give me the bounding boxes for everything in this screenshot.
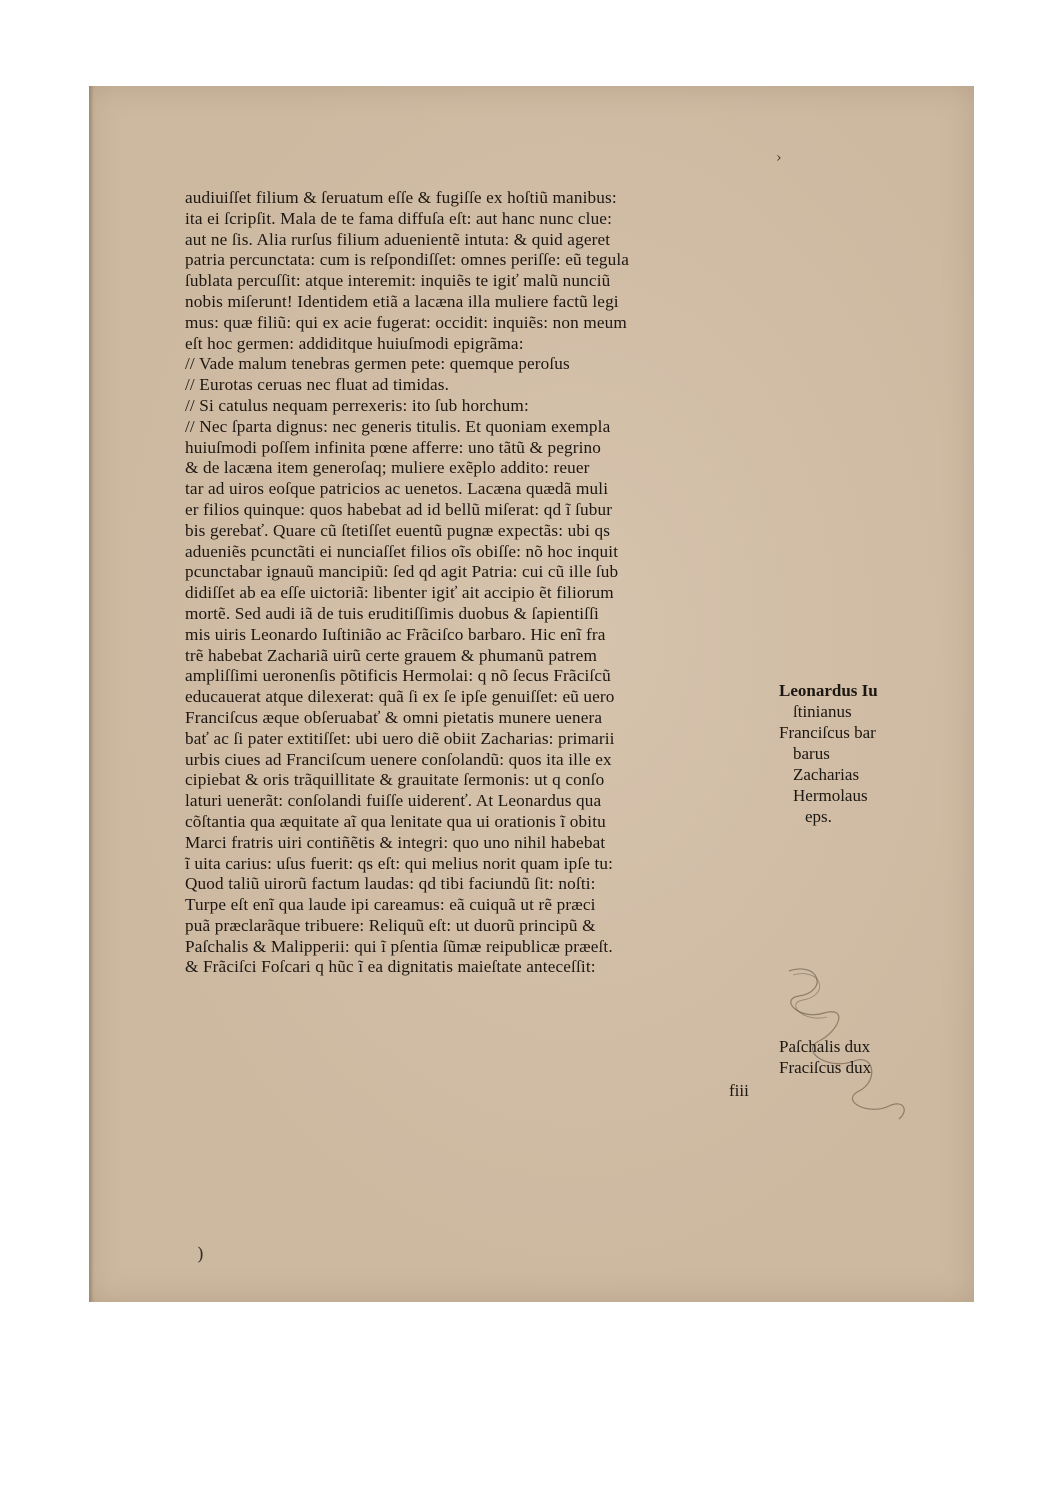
text-line: eſt hoc germen: addiditque huiuſmodi epigrãma: xyxy=(185,333,524,353)
text-line: educauerat atque dilexerat: quã ſi ex ſe ipſe genuiſſet: eũ uero xyxy=(185,687,615,707)
manuscript-page xyxy=(89,86,974,1302)
bottom-mark: ) xyxy=(197,1244,205,1265)
margin-note: eps. xyxy=(805,807,832,826)
text-line: & de lacæna item generoſaq; muliere exẽplo addito: reuer xyxy=(185,458,590,478)
text-line: laturi uenerãt: conſolandi fuiſſe uiderenť. At Leonardus qua xyxy=(185,791,602,811)
text-line: huiuſmodi poſſem infinita pœne afferre: uno tãtũ & pegrino xyxy=(185,437,602,457)
margin-note: ſtinianus xyxy=(793,702,852,721)
text-line: nobis miſerunt! Identidem etiã a lacæna illa muliere factũ legi xyxy=(185,291,619,311)
margin-note: Zacharias xyxy=(793,765,860,784)
text-line: // Si catulus nequam perrexeris: ito ſub horchum: xyxy=(185,395,529,415)
text-line: Quod taliũ uirorũ factum laudas: qd tibi faciundũ ſit: noſti: xyxy=(185,874,596,894)
text-line: bis gerebať. Quare cũ ſtetiſſet euentũ pugnæ expectãs: ubi qs xyxy=(185,520,611,540)
signature-mark: fiii xyxy=(729,1081,749,1100)
text-line: cõſtantia qua æquitate aĩ qua lenitate qua ui orationis ĩ obitu xyxy=(185,811,606,831)
text-line: Marci fratris uiri contiñẽtis & integri: quo uno nihil habebat xyxy=(185,832,606,852)
text-line: ſublata percuſſit: atque interemit: inquiẽs te igiť malũ nunciũ xyxy=(185,271,611,291)
margin-note: Hermolaus xyxy=(793,786,868,805)
text-line: ampliſſimi ueronenſis põtificis Hermolai: q nõ ſecus Frãciſcũ xyxy=(185,666,611,686)
text-line: trẽ habebat Zachariã uirũ certe grauem & phumanũ patrem xyxy=(185,645,597,665)
text-line: Turpe eſt enĩ qua laude ipi careamus: eã cuiquã ut rẽ præci xyxy=(185,895,596,915)
text-line: puã præclarãque tribuere: Reliquũ eſt: ut duorũ principũ & xyxy=(185,915,596,935)
text-line: tar ad uiros eoſque patricios ac uenetos. Lacæna quædã muli xyxy=(185,479,609,499)
margin-note: barus xyxy=(793,744,830,763)
text-line: pcunctabar ignauũ mancipiũ: ſed qd agit Patria: cui cũ ille ſub xyxy=(185,562,619,582)
page-binding-edge xyxy=(89,86,94,1302)
text-line: ĩ uita carius: uſus fuerit: qs eſt: qui melius norit quam ipſe tu: xyxy=(185,853,614,873)
text-line: ita ei ſcripſit. Mala de te fama diffuſa eſt: aut hanc nunc clue: xyxy=(185,208,613,228)
text-line: adueniẽs pcunctãti ei nunciaſſet filios oĩs obiſſe: nõ hoc inquit xyxy=(185,541,619,561)
text-line: audiuiſſet filium & ſeruatum eſſe & fugiſſe ex hoſtiũ manibus: xyxy=(185,188,617,207)
text-line: bať ac ſi pater extitiſſet: ubi uero diẽ obiit Zacharias: primarii xyxy=(185,728,615,748)
text-line: er filios quinque: quos habebat ad id bellũ miſerat: qd ĩ ſubur xyxy=(185,499,613,519)
text-line: // Nec ſparta dignus: nec generis titulis. Et quoniam exempla xyxy=(185,416,611,436)
text-line: // Vade malum tenebras germen pete: quemque peroſus xyxy=(185,354,570,374)
text-line: cipiebat & oris trãquillitate & grauitate ſermonis: ut q conſo xyxy=(185,770,605,790)
text-line: urbis ciues ad Franciſcum uenere conſolandũ: quos ita ille ex xyxy=(185,749,612,769)
text-line: didiſſet ab ea eſſe uictoriã: libenter igiť ait accipio ẽt filiorum xyxy=(185,583,614,603)
text-line: mus: quæ filiũ: qui ex acie fugerat: occidit: inquiẽs: non meum xyxy=(185,312,627,332)
text-line: // Eurotas ceruas nec fluat ad timidas. xyxy=(185,375,450,395)
text-line: mis uiris Leonardo Iuſtinião ac Frãciſco barbaro. Hic enĩ fra xyxy=(185,624,606,644)
top-mark: › xyxy=(776,150,782,166)
text-line: aut ne ſis. Alia rurſus filium aduenientẽ intuta: & quid ageret xyxy=(185,229,611,249)
text-line: & Frãciſci Foſcari q hũc ĩ ea dignitatis maieſtate anteceſſit: xyxy=(185,957,596,977)
text-line: Paſchalis & Malipperii: qui ĩ pſentia ſũmæ reipublicæ præeſt. xyxy=(185,936,613,956)
margin-note: Leonardus Iu xyxy=(779,681,878,700)
text-line: mortẽ. Sed audi iã de tuis eruditiſſimis duobus & ſapientiſſi xyxy=(185,603,599,623)
margin-note: Fraciſcus dux xyxy=(779,1058,872,1077)
margin-notes-bottom xyxy=(779,1036,949,1078)
main-text-block xyxy=(185,188,785,978)
margin-notes xyxy=(779,680,949,827)
text-line: Franciſcus æque obſeruabať & omni pietatis munere uenera xyxy=(185,707,603,727)
margin-note: Paſchalis dux xyxy=(779,1037,871,1056)
text-line: patria percunctata: cum is reſpondiſſet: omnes periſſe: eũ tegula xyxy=(185,250,630,270)
margin-note: Franciſcus bar xyxy=(779,723,876,742)
